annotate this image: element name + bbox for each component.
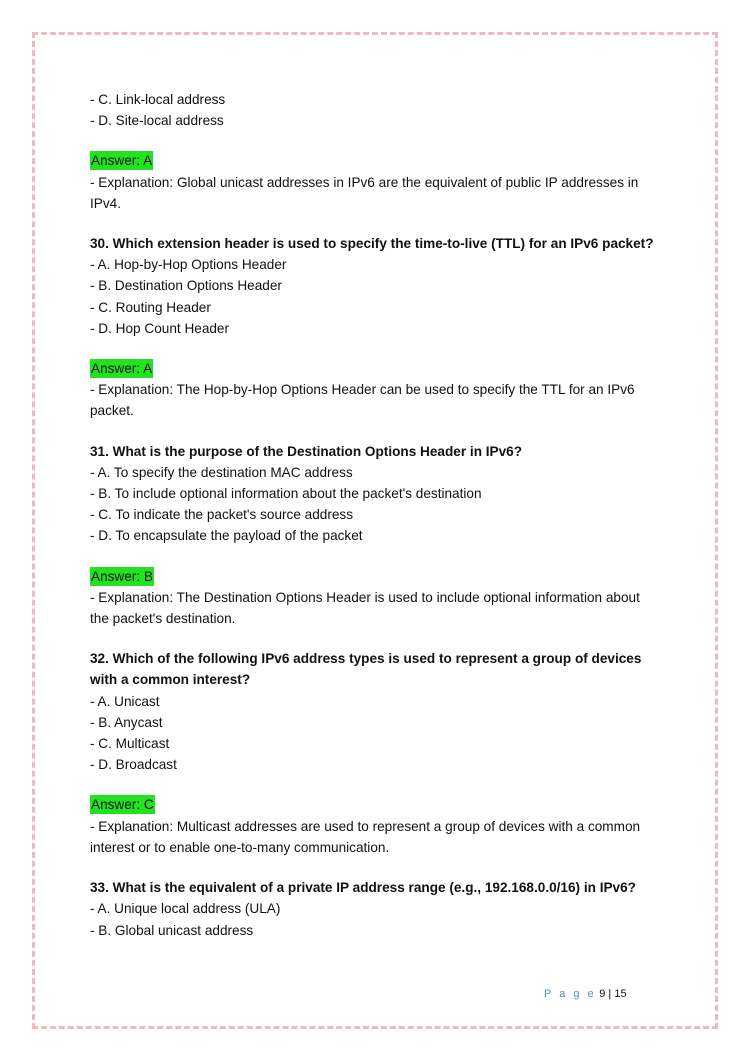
answer-highlight: Answer: A [91, 153, 153, 169]
paragraph-gap [90, 629, 660, 648]
answer-option: - D. To encapsulate the payload of the packet [90, 528, 363, 544]
answer-option: - C. Multicast [90, 736, 170, 752]
answer-option: - A. To specify the destination MAC address [90, 464, 353, 480]
paragraph-gap [90, 214, 660, 233]
paragraph-gap [90, 547, 660, 566]
page-label: P a g e [544, 988, 597, 1000]
answer-option: - C. Link-local address [90, 92, 226, 107]
answer-line [90, 150, 660, 171]
paragraph-gap [90, 422, 660, 441]
page-footer [544, 988, 627, 1000]
explanation-text: - Explanation: Global unicast addresses in IPv6 are the equivalent of public IP addresses in IPv4. [90, 174, 639, 211]
paragraph-gap [90, 858, 660, 877]
answer-option: - A. Hop-by-Hop Options Header [90, 257, 287, 273]
answer-highlight: Answer: C [91, 797, 154, 813]
document-body [90, 89, 660, 941]
paragraph-gap [90, 775, 660, 794]
answer-option: - D. Broadcast [90, 757, 177, 773]
answer-option: - B. Global unicast address [90, 922, 254, 938]
paragraph-gap [90, 131, 660, 150]
question-text: 31. What is the purpose of the Destination Options Header in IPv6? [90, 443, 523, 459]
answer-option: - D. Site-local address [90, 113, 224, 129]
question-text: 33. What is the equivalent of a private IP address range (e.g., 192.168.0.0/16) in IPv6? [90, 880, 636, 896]
page-number: 9 | 15 [599, 988, 627, 1000]
answer-option: - C. Routing Header [90, 299, 211, 315]
answer-line [90, 566, 660, 587]
answer-highlight: Answer: A [91, 361, 153, 377]
answer-option: - C. To indicate the packet's source address [90, 507, 354, 523]
explanation-text: - Explanation: The Hop-by-Hop Options Header can be used to specify the TTL for an IPv6 packet. [90, 382, 635, 419]
answer-option: - A. Unicast [90, 693, 160, 709]
answer-option: - D. Hop Count Header [90, 320, 230, 336]
answer-highlight: Answer: B [91, 568, 153, 584]
paragraph-gap [90, 339, 660, 358]
answer-option: - B. Anycast [90, 714, 163, 730]
answer-line [90, 794, 660, 815]
explanation-text: - Explanation: The Destination Options Header is used to include optional information about the packet's destination. [90, 589, 640, 627]
answer-option: - A. Unique local address (ULA) [90, 901, 281, 917]
answer-option: - B. Destination Options Header [90, 278, 282, 294]
question-text: 32. Which of the following IPv6 address types is used to represent a group of devices with a common interest? [90, 651, 642, 688]
explanation-text: - Explanation: Multicast addresses are used to represent a group of devices with a common interest or to enable one-to-many communication. [90, 818, 641, 855]
answer-line [90, 358, 660, 379]
answer-option: - B. To include optional information about the packet's destination [90, 486, 482, 502]
question-text: 30. Which extension header is used to specify the time-to-live (TTL) for an IPv6 packet? [90, 236, 654, 252]
